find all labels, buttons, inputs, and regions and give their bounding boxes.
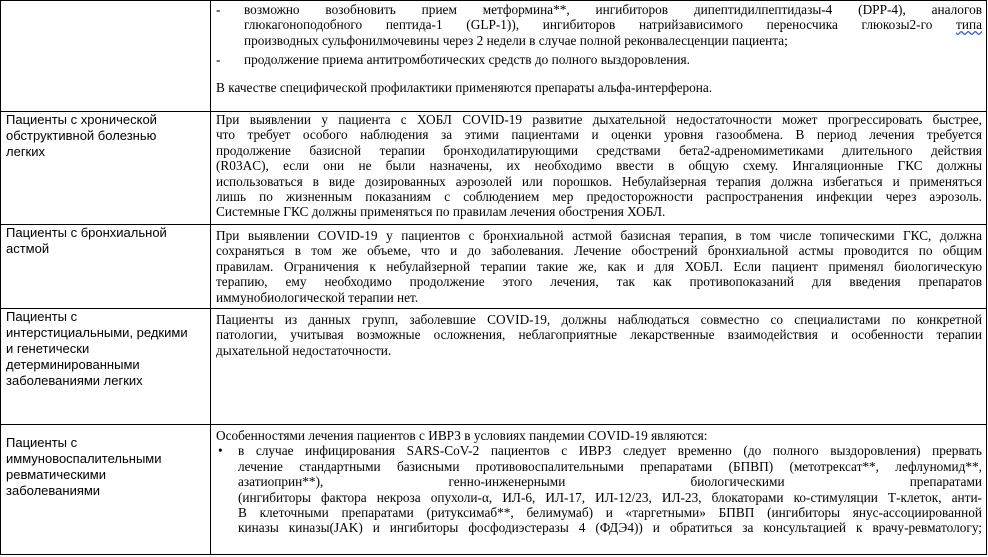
text-line: иммунобиологической терапии нет. [216,289,419,305]
row-label-line: и генетически [6,341,90,356]
text-line: терапию, ему необходимо продолжение этого лечения, так как противопоказаний для введения препаратов [216,274,982,290]
text-line: лечение стандартными базисными противовоспалительными препаратами (БПВП) (метотрексат**, лефлуномид**, [238,458,982,474]
text-line: При выявлении COVID-19 у пациентов с бронхиальной астмой базисная терапия, в том числе топическими ГКС, должна [216,228,982,243]
row-content-copd [211,112,987,225]
text-line: в случае инфицирования SARS-CoV-2 пациентов с ИВРЗ следует временно (до полного выздоровления) прервать [238,443,982,459]
text-line: дыхательной недостаточности. [216,342,392,358]
row-label-copd [1,112,211,225]
table-row-asthma [1,225,987,309]
dash-marker: - [216,52,221,68]
row-label-line: заболеваниями [6,483,101,498]
list-item-text: производных сульфонилмочевины через 2 недели в случае полной реконвалесценции пациента; [244,32,788,48]
text-line: лишь по жизненным показаниям с соблюдением мер предосторожности распространения инфекции через аэрозоль. [216,189,982,205]
row-label-line: Пациенты с бронхиальной [6,225,167,240]
list-item [216,443,982,535]
table-row-interstitial [1,309,987,425]
row-label-line: детерминированными [6,357,140,372]
row-label-line: обструктивной болезнью [6,128,157,143]
spellcheck-underlined-word: типа [956,17,982,33]
row-label-line: Пациенты с [6,435,78,450]
text-line: сохраняться в том же объеме, что и до заболевания. Лечение обострений бронхиальной астмы проводится по общим [216,243,982,259]
text-line: Пациенты из данных групп, заболевшие COVID-19, должны наблюдаться совместно со специалистами по конкретной [216,312,982,327]
bullet-marker: • [218,443,223,459]
table-row-copd [1,112,987,225]
text-line: патологии, учитывая возможные осложнения, неблагоприятные лекарственные взаимодействия и особенности терапии [216,327,982,343]
table-row-continuation [1,1,987,112]
text-line: (R03AC), если они не были назначены, их необходимо ввести в общую схему. Ингаляционные ГКС должны [216,158,982,174]
row-label-line: заболеваниями легких [6,373,143,388]
paragraph: В качестве специфической профилактики применяются препараты альфа-интерферона. [216,79,713,95]
row-label-line: Пациенты с [6,309,78,324]
paragraph: Особенностями лечения пациентов с ИВРЗ в условиях пандемии COVID-19 являются: [216,428,708,443]
text-line: азатиоприн**), генно-инженерными биологическими препаратами [238,474,982,490]
list-item-text: возможно возобновить прием метформина**, ингибиторов дипептидилпептидазы-4 (DPP-4), аналогов [244,2,982,17]
list-item-text [244,17,982,32]
row-label-line: ревматическими [6,467,106,482]
list-item-text: продолжение приема антитромботических средств до полного выздоровления. [244,52,690,68]
table-row-rheumatic [1,425,987,555]
row-label-line: иммуновоспалительными [6,451,162,466]
text-line: В клеточными препаратами (ритуксимаб**, белимумаб) и «таргетными» БПВП (ингибиторы янус-ассоциированной [238,505,982,521]
text-line: киназы киназы(JAK) и ингибиторы фосфодиэстеразы 4 (ФДЭ4)) и обратиться за консультацией к врачу-ревматологу; [238,520,982,536]
text-line: правилам. Ограничения к небулайзерной терапии такие же, как и для ХОБЛ. Если пациент применял биологическую [216,258,982,274]
row-label-line: легких [6,144,46,159]
row-label-empty [1,1,211,112]
dash-marker: - [216,2,221,17]
row-label-line: интерстициальными, редкими [6,325,188,340]
text-line: При выявлении у пациента с ХОБЛ COVID-19 развитие дыхательной недостаточности может прогрессировать быстрее, [216,112,982,127]
list-item [216,52,982,67]
row-label-line: Пациенты с хронической [6,112,157,127]
row-content-continuation [211,1,987,112]
row-label-interstitial [1,309,211,425]
row-label-line: астмой [6,241,50,256]
text-line: что требует особого наблюдения за этими пациентами и оценки уровня газообмена. В период лечения требуется [216,127,982,143]
text-line: (ингибиторы фактора некроза опухоли-α, ИЛ-6, ИЛ-17, ИЛ-12/23, ИЛ-23, блокаторами ко-стимуляции Т-клеток, анти- [238,489,982,505]
row-label-rheumatic [1,425,211,555]
row-content-asthma [211,225,987,309]
list-item-text-part: глюкагоноподобного пептида-1 (GLP-1)), ингибиторов натрийзависимого переносчика глюкозы2-го [244,17,957,33]
text-line: использоваться в виде дозированных аэрозолей или порошков. Небулайзерная терапия должна избегаться и применяться [216,173,982,189]
row-label-asthma [1,225,211,309]
list-item [216,2,982,48]
row-content-rheumatic [211,425,987,555]
text-line: Системные ГКС должны применяться по правилам лечения обострения ХОБЛ. [216,204,666,220]
row-content-interstitial [211,309,987,425]
text-line: продолжение базисной терапии бронходилатирующими средствами бета2-адреномиметиками длительного действия [216,142,982,158]
